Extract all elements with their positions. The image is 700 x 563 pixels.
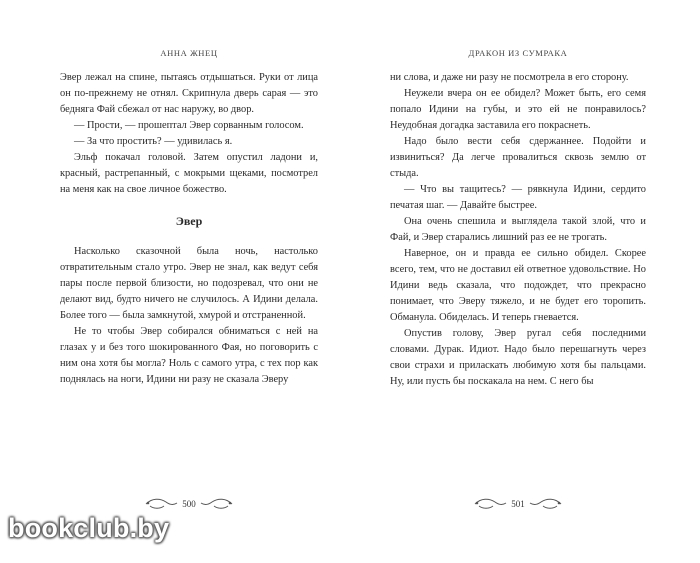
left-folio xyxy=(60,497,318,511)
site-watermark: bookclub.by xyxy=(8,513,170,543)
paragraph: — Что вы тащитесь? — рявкнула Идини, сердито печатая шаг. — Давайте быстрее. xyxy=(390,184,646,211)
page-number-right: 501 xyxy=(511,499,525,509)
paragraph: Надо было вести себя сдержаннее. Подойти и извиниться? Да легче провалиться сквозь землю от стыда. xyxy=(390,136,646,179)
chapter-title: Эвер xyxy=(175,214,203,228)
paragraph: Не то чтобы Эвер собирался обниматься с ней на глазах у и без того шокированного Фая, но поговорить с ним она хотя бы могла? Ноль с самого утра, с тех пор как поднялась на ноги, Идини ни разу не сказала Эверу xyxy=(60,326,318,385)
paragraph: Она очень спешила и выглядела такой злой, что и Фай, и Эвер старались лишний раз ее не трогать. xyxy=(390,216,646,243)
paragraph: Неужели вчера он ее обидел? Может быть, его семя попало Идини на губы, и это ей не понравилось? Неудобная догадка заставила его покраснеть. xyxy=(390,88,646,131)
left-page xyxy=(60,0,318,563)
ornament-right-icon xyxy=(200,497,234,511)
paragraph: Наверное, он и правда ее сильно обидел. Скорее всего, тем, что не доставил ей ответное удовольствие. Но Идини ведь сказала, что подождет, что прекрасно понимает, что Эверу тяжело, и не будет его торопить. Обманула. Обиделась. И теперь гневается. xyxy=(390,248,646,323)
right-page xyxy=(390,0,646,563)
paragraph: Эвер лежал на спине, пытаясь отдышаться. Руки от лица он по-прежнему не отнял. Скрипнула дверь сарая — это бедняга Фай сбежал от нас наружу, во двор. xyxy=(60,72,318,115)
running-head-title: ДРАКОН ИЗ СУМРАКА xyxy=(468,48,568,58)
page-number-left: 500 xyxy=(182,499,196,509)
ornament-left-icon xyxy=(473,497,507,511)
left-page-body xyxy=(60,70,318,388)
running-head-author: АННА ЖНЕЦ xyxy=(160,48,218,58)
paragraph: — Прости, — прошептал Эвер сорванным голосом. xyxy=(74,120,304,131)
ornament-left-icon xyxy=(144,497,178,511)
paragraph: Эльф покачал головой. Затем опустил ладони и, красный, растрепанный, с мокрыми щеками, посмотрел на меня как на свое личное божество. xyxy=(60,152,318,195)
right-folio xyxy=(390,497,646,511)
paragraph: Опустив голову, Эвер ругал себя последними словами. Дурак. Идиот. Надо было перешагнуть через свои страхи и приласкать любимую хотя бы пальцами. Ну, или пусть бы поскакала на нем. С него бы xyxy=(390,328,646,387)
paragraph: ни слова, и даже ни разу не посмотрела в его сторону. xyxy=(390,72,629,83)
paragraph: — За что простить? — удивилась я. xyxy=(74,136,233,147)
ornament-right-icon xyxy=(529,497,563,511)
paragraph: Насколько сказочной была ночь, настолько отвратительным стало утро. Эвер не знал, как ведут себя пары после первой близости, но подозревал, что они не делают вид, будто ничего не случилось. А Идини делала. Более того — была замкнутой, хмурой и отстраненной. xyxy=(60,246,318,321)
right-page-body xyxy=(390,70,646,390)
